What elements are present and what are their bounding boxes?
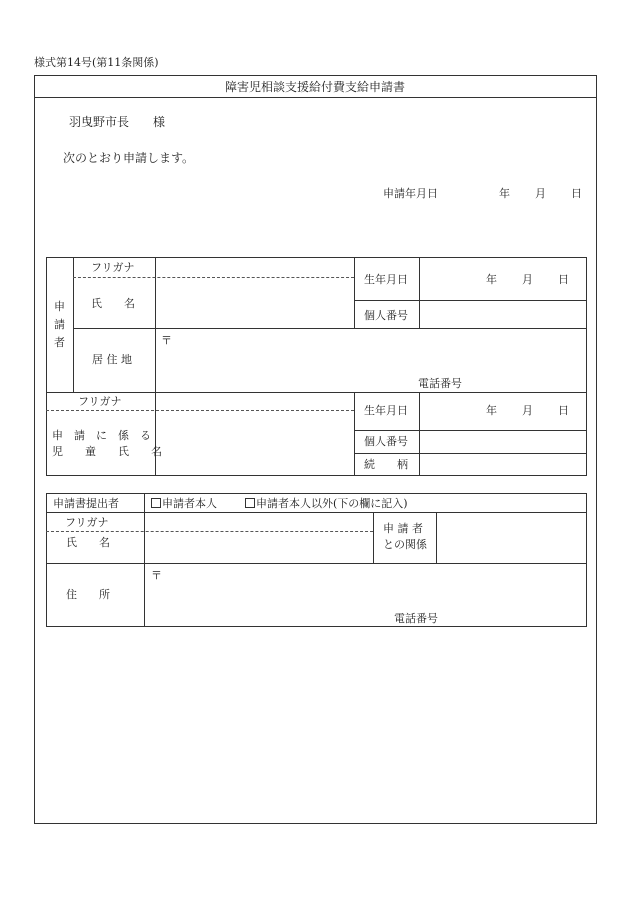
child-relationship-input[interactable] [420,454,586,475]
applicant-label-3: 者 [54,336,65,349]
submitter-furigana-label: フリガナ [65,516,109,529]
title-divider [34,97,597,98]
applicant-label-2: 請 [54,318,65,331]
child-name-input[interactable] [156,411,354,475]
date-year: 年 [499,187,510,200]
submitter-name-label: 氏 名 [66,536,110,549]
submitter-furigana-input[interactable] [145,513,373,531]
intro-text: 次のとおり申請します。 [63,151,195,165]
applicant-my-number-label: 個人番号 [364,309,408,322]
child-birthdate-label: 生年月日 [364,404,408,417]
relation-label-1: 申 請 者 [383,522,423,535]
applicant-label-1: 申 [54,300,65,313]
applicant-furigana-label: フリガナ [91,261,135,274]
document-title: 障害児相談支援給付費支給申請書 [224,80,405,94]
applicant-birth-day: 日 [558,273,569,286]
applicant-birth-month: 月 [522,273,533,286]
child-my-number-label: 個人番号 [364,435,408,448]
submitter-label: 申請書提出者 [53,497,119,510]
applicant-postal-mark: 〒 [161,334,172,347]
applicant-address-label: 居 住 地 [92,353,132,366]
date-day: 日 [571,187,582,200]
relation-label-2: との関係 [383,538,427,551]
child-name-label-2: 児 童 氏 名 [52,445,162,458]
child-birthdate-input[interactable] [420,393,586,430]
applicant-my-number-input[interactable] [420,301,586,328]
submitter-name-input[interactable] [145,532,373,563]
form-number: 様式第14号(第11条関係) [34,56,159,69]
applicant-name-label: 氏 名 [91,297,135,310]
child-birth-month: 月 [522,404,533,417]
submitter-postal-mark: 〒 [151,569,162,582]
child-furigana-label: フリガナ [78,395,122,408]
child-relationship-label: 続 柄 [364,458,408,471]
option-other-label: 申請者本人以外(下の欄に記入) [256,497,408,510]
applicant-birth-year: 年 [486,273,497,286]
child-birth-year: 年 [486,404,497,417]
option-self-label: 申請者本人 [162,497,217,510]
applicant-address-input[interactable] [175,329,586,373]
submitter-phone-label: 電話番号 [394,612,438,625]
child-my-number-input[interactable] [420,431,586,453]
submitter-address-label: 住 所 [66,588,110,601]
applicant-name-input[interactable] [156,278,354,328]
option-other-checkbox[interactable] [245,498,255,508]
date-label: 申請年月日 [383,187,438,200]
relation-input[interactable] [437,513,586,563]
applicant-furigana-input[interactable] [156,258,354,277]
addressee: 羽曳野市長 様 [69,115,166,129]
applicant-birthdate-label: 生年月日 [364,273,408,286]
child-furigana-input[interactable] [156,393,354,410]
applicant-birthdate-input[interactable] [420,258,586,300]
applicant-phone-label: 電話番号 [418,377,462,390]
child-birth-day: 日 [558,404,569,417]
submitter-phone-input[interactable] [446,609,586,626]
date-month: 月 [535,187,546,200]
submitter-address-input[interactable] [165,564,586,608]
child-name-label-1: 申 請 に 係 る [52,429,151,442]
applicant-phone-input[interactable] [470,374,586,392]
option-self-checkbox[interactable] [151,498,161,508]
